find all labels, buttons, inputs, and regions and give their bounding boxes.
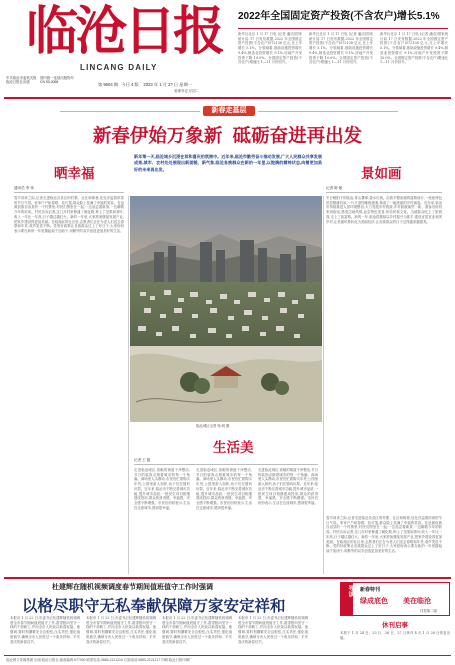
footer-text: 临沧网文传媒集团 出版:临沧日报社 邮政编码:677000 联系电话:0883-2121215 订阅电话:0883-2121217 印刷:临沧日报印刷厂	[6, 658, 193, 662]
top-story-rule	[238, 28, 448, 29]
masthead-rule	[4, 97, 451, 99]
middle-section-title: 生活美	[213, 440, 254, 455]
issue-no: 第 9604 期	[98, 82, 119, 87]
middle-article-col-3: 走进临沧城区,宽敞的街道干净整洁,节日的装饰点缀着城市的每一个角落。商场里人头攒动,市民们忙着购买年货;公园里游人如织,孩子们在嬉戏玩耍。近年来,临沧市不断完善城市功能,提升城市品质,一批民生项目相继建成投用,群众的获得感、幸福感、安全感不断增强。市民们纷纷表示,生活在这座城市,感到很幸福。	[258, 468, 318, 505]
vertical-rule-right	[323, 196, 324, 574]
masthead-left-info-2	[40, 76, 80, 85]
bottom-body-col-3: 本报讯 1 月 22 日,市委书记杜建辉随机视频调度全市春节期间值班值守工作,看望慰问坚守一线的干部职工,并向全市人民致以新春祝福。他强调,要时刻绷紧安全这根弦,压实责任,强化值班值守,确保全市人民度过一个欢乐祥和、平安喜庆的新春佳节。	[162, 616, 232, 644]
feature-intro: 新年第一天,临沧城乡沉浸在祥和喜庆的氛围中。近年来,临沧市勤劳奋斗推动发展,广大人民群众共享发展成果,城市、农村处处展现出新面貌、新气象,临沧各族群众在新的一年里,以饱满的精神状态,向着更加美好的未来再出发。	[134, 154, 322, 172]
bottom-headline: 以格尽职守无私奉献保障万家安定祥和	[22, 598, 286, 615]
right-section-title: 景如画	[361, 166, 402, 181]
right-article-body: 冬日暖阳下的临沧,青山叠翠,碧水长流。沿着平整宽阔的道路前行,一座座特色民居错落有致,一片片茶园郁郁葱葱,构成了一幅美丽的乡村画卷。近年来,临沧市持续推进人居环境整治,大力发展乡村旅游,乡村面貌焕然一新。游客们纷纷来到临沧,感受边地风情,品尝特色美食,体验民族文化。当地群众吃上了旅游饭,走上了致富路。新的一年,临沧将继续以乡村振兴为抓手,建设宜居宜业和美乡村,让美丽风景转化为美丽经济,让各族群众的日子过得越来越甜美。	[326, 196, 442, 224]
guide-item-1: 绿成底色	[360, 598, 388, 605]
top-story-col-1: 新华社北京 1 月 17 日电 (记者 潘洁)国家统计局 17 日发布数据,2022 年全国固定资产投资(不含农户)572138 亿元,比上年增长 5.1%。分领域看,基础设施投资增长 9.4%,制造业投资增长 9.1%,房地产开发投资下降 10.0%。全国固定资产投资(不含农户)增速比 1—11 月份回升。	[238, 32, 302, 65]
notice-text: 本报于 1 月 24 日、25 日、26 日、27 日休刊 4 天,1 月 28 日恢复出版。	[340, 631, 450, 640]
right-section-byline: 记者 陈 敏	[326, 186, 343, 190]
bottom-body-col-2: 本报讯 1 月 22 日,市委书记杜建辉随机视频调度全市春节期间值班值守工作,看望慰问坚守一线的干部职工,并向全市人民致以新春祝福。他强调,要时刻绷紧安全这根弦,压实责任,强化值班值守,确保全市人民度过一个欢乐祥和、平安喜庆的新春佳节。	[86, 616, 156, 644]
middle-section-byline: 记者 王 磊	[134, 458, 151, 462]
left-section-title: 晒幸福	[54, 166, 95, 181]
banner-rule-right	[258, 111, 398, 112]
middle-article-col-1: 走进临沧城区,宽敞的街道干净整洁,节日的装饰点缀着城市的每一个角落。商场里人头攒动,市民们忙着购买年货;公园里游人如织,孩子们在嬉戏玩耍。近年来,临沧市不断完善城市功能,提升城市品质,一批民生项目相继建成投用,群众的获得感、幸福感、安全感不断增强。市民们纷纷表示,生活在这座城市,感到很幸福。	[134, 468, 190, 510]
bottom-body-col-4: 本报讯 1 月 22 日,市委书记杜建辉随机视频调度全市春节期间值班值守工作,看望慰问坚守一线的干部职工,并向全市人民致以新春祝福。他强调,要时刻绷紧安全这根弦,压实责任,强化值班值守,确保全市人民度过一个欢乐祥和、平安喜庆的新春佳节。	[238, 616, 308, 644]
top-story-headline: 2022年全国固定资产投资(不含农户)增长5.1%	[238, 11, 440, 22]
bottom-kicker: 杜建辉在随机视频调度春节期间值班值守工作时强调	[52, 584, 213, 591]
top-story-col-2: 新华社北京 1 月 17 日电 (记者 潘洁)国家统计局 17 日发布数据,2022 年全国固定资产投资(不含农户)572138 亿元,比上年增长 5.1%。分领域看,基础设施投资增长 9.4%,制造业投资增长 9.1%,房地产开发投资下降 10.0%。全国固定资产投资(不含农户)增速比 1—11 月份回升。	[309, 32, 373, 65]
top-story-col-3: 新华社北京 1 月 17 日电 (记者 潘洁)国家统计局 17 日发布数据,2022 年全国固定资产投资(不含农户)572138 亿元,比上年增长 5.1%。分领域看,基础设施投资增长 9.4%,制造业投资增长 9.1%,房地产开发投资下降 10.0%。全国固定资产投资(不含农户)增速比 1—11 月份回升。	[380, 32, 448, 65]
guide-item-2: 美在临沧	[403, 598, 431, 605]
info-line: 国内统一连续出版物号	[40, 76, 74, 80]
banner-rule-left	[60, 111, 200, 112]
vertical-rule-left	[128, 196, 129, 574]
lunar-date: 癸卯年正月初二	[174, 89, 200, 93]
bottom-body-col-1: 本报讯 1 月 22 日,市委书记杜建辉随机视频调度全市春节期间值班值守工作,看望慰问坚守一线的干部职工,并向全市人民致以新春祝福。他强调,要时刻绷紧安全这根弦,压实责任,强化值班值守,确保全市人民度过一个欢乐祥和、平安喜庆的新春佳节。	[10, 616, 80, 644]
footer-rule	[4, 655, 451, 656]
right-article-body-2: 春节到来之际,记者走进临沧各县区的村寨、社区和街巷,处处洋溢着浓浓的节日气氛。家家户户贴春联、挂灯笼,群众脸上挂满了幸福的笑容。在沧源佤族自治县的一个村寨里,村民们围坐在一起,一边品尝着新茶,一边聊着今年的收成。村民告诉记者,这几年村里修通了硬化路,种上了坚果和茶叶,收入一年比一年高,日子越过越红火。新的一年里,大家准备继续发展产业,把家乡建设得更加美丽。在临翔区的社区里,志愿者们正在为老人们送去春联和年货,欢声笑语不断。党的好政策让各族群众过上了好日子,大家纷纷表示要在新的一年里撸起袖子加油干,用勤劳的双手创造更加美好的生活。	[326, 516, 442, 553]
left-byline-rule	[14, 192, 124, 193]
info-line: 中共临沧市委机关报	[6, 76, 37, 80]
info-line: 临沧日报社出版	[6, 80, 30, 85]
feature-headline: 新春伊始万象新 砥砺奋进再出发	[92, 125, 363, 146]
notice-title: 休刊启事	[382, 622, 408, 629]
right-byline-rule	[326, 192, 442, 193]
left-article-body: 春节到来之际,记者走进临沧各县区的村寨、社区和街巷,处处洋溢着浓浓的节日气氛。家家户户贴春联、挂灯笼,群众脸上挂满了幸福的笑容。在沧源佤族自治县的一个村寨里,村民们围坐在一起,一边品尝着新茶,一边聊着今年的收成。村民告诉记者,这几年村里修通了硬化路,种上了坚果和茶叶,收入一年比一年高,日子越过越红火。新的一年里,大家准备继续发展产业,把家乡建设得更加美丽。在临翔区的社区里,志愿者们正在为老人们送去春联和年货,欢声笑语不断。党的好政策让各族群众过上了好日子,大家纷纷表示要在新的一年里撸起袖子加油干,用勤劳的双手创造更加美好的生活。	[14, 196, 124, 233]
bottom-section-rule	[4, 577, 451, 579]
masthead-title: 临沧日报	[26, 1, 223, 62]
issue-line	[98, 82, 192, 88]
guide-item-page: 详见第二版	[420, 609, 437, 613]
middle-byline-rule	[134, 464, 318, 465]
city-panorama-photo	[130, 196, 322, 422]
masthead	[0, 0, 455, 96]
masthead-pinyin: LINCANG DAILY	[80, 63, 158, 72]
issue-date: 2023 年 1 月 2? 日 星期一	[143, 82, 192, 87]
photo-credit: 临沧城区全景 杨 明 摄	[196, 424, 230, 428]
info-line: CN 53-0058	[40, 80, 59, 85]
guide-box-label: 导读	[347, 585, 353, 597]
guide-item-title: 新春特刊	[360, 587, 381, 593]
middle-article-col-2: 走进临沧城区,宽敞的街道干净整洁,节日的装饰点缀着城市的每一个角落。商场里人头攒动,市民们忙着购买年货;公园里游人如织,孩子们在嬉戏玩耍。近年来,临沧市不断完善城市功能,提升城市品质,一批民生项目相继建成投用,群众的获得感、幸福感、安全感不断增强。市民们纷纷表示,生活在这座城市,感到很幸福。	[196, 468, 252, 510]
pages: 今日 4 版	[121, 82, 139, 87]
feature-banner-label: 新春走基层	[211, 107, 247, 114]
left-section-byline: 通讯员 李 伟	[14, 186, 34, 190]
city-panorama-illustration	[130, 196, 322, 422]
